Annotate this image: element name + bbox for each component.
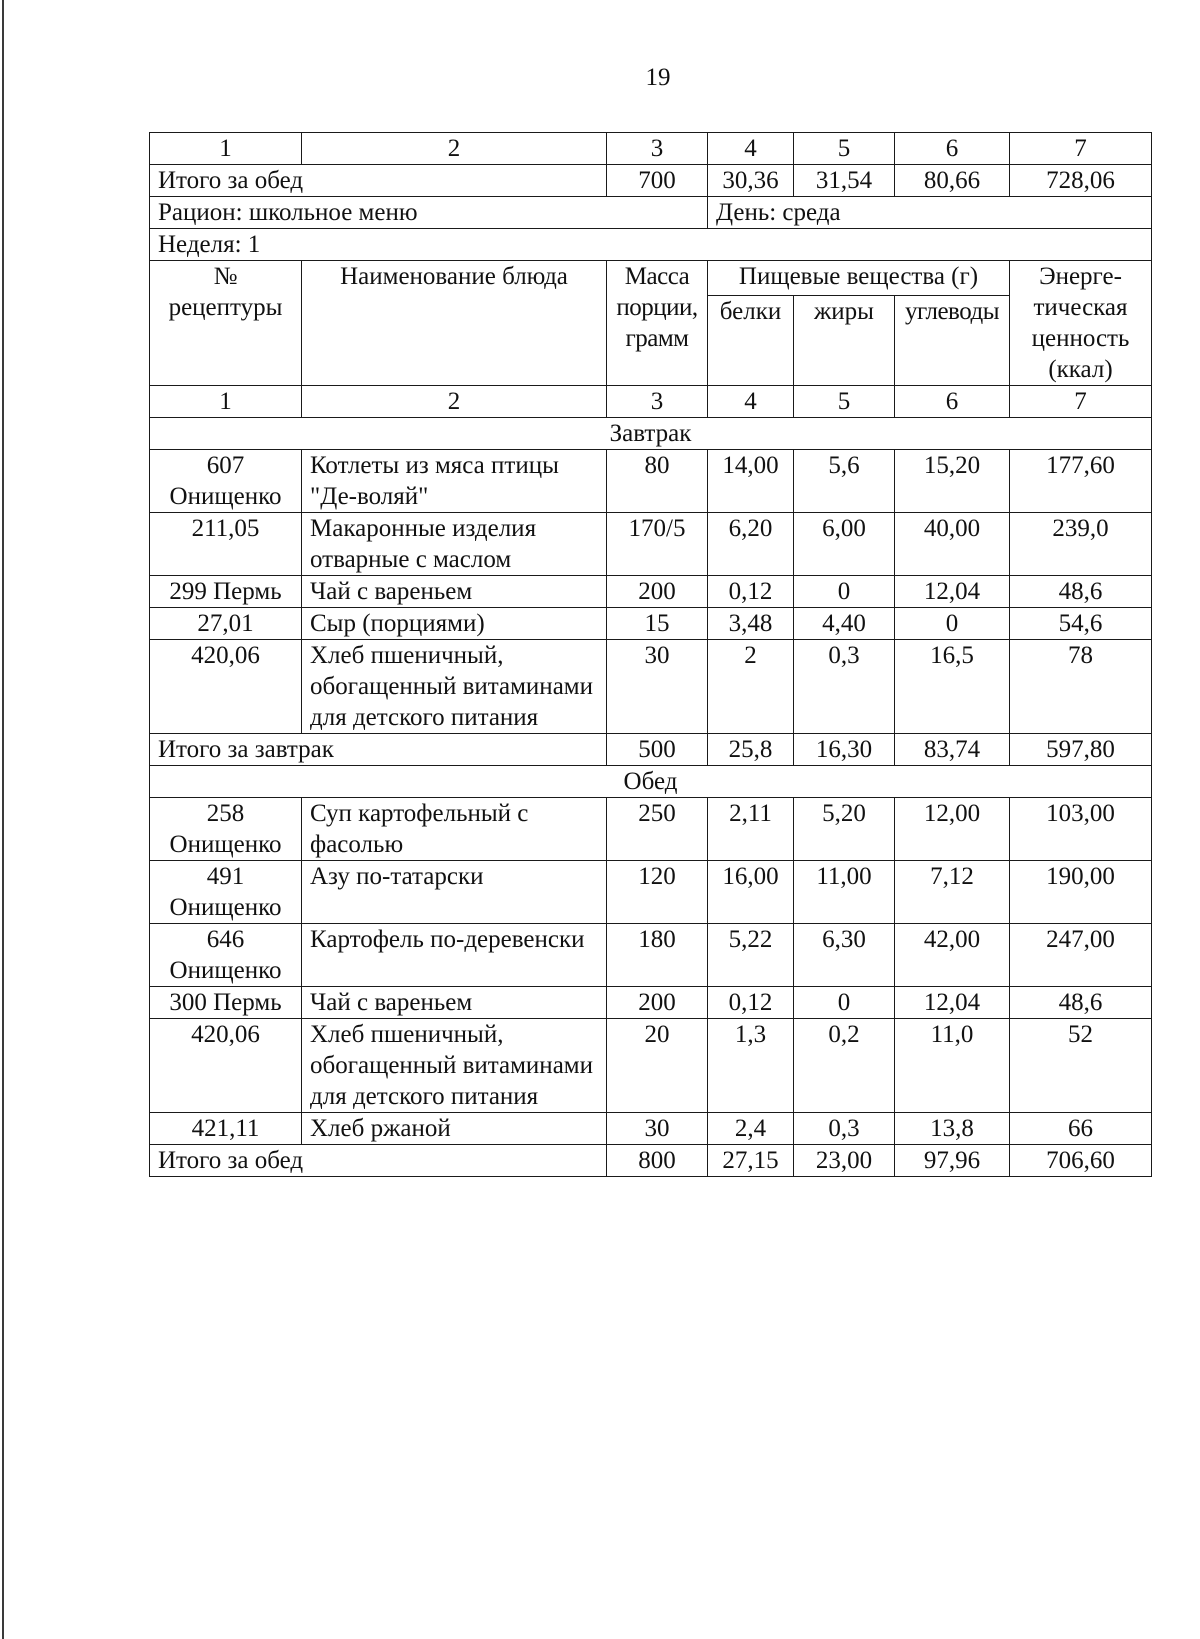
dish-carbs: 40,00 <box>895 513 1010 576</box>
dish-carbs: 12,04 <box>895 987 1010 1019</box>
dish-carbs: 7,12 <box>895 861 1010 924</box>
dish-mass: 170/5 <box>607 513 708 576</box>
total-protein: 25,8 <box>708 734 794 766</box>
recipe-number: 211,05 <box>150 513 302 576</box>
dish-fat: 0 <box>794 987 895 1019</box>
section-title: Обед <box>150 766 1152 798</box>
dish-row <box>150 861 1152 924</box>
dish-row <box>150 608 1152 640</box>
dish-mass: 15 <box>607 608 708 640</box>
dish-energy: 48,6 <box>1010 987 1152 1019</box>
column-number: 5 <box>794 386 895 418</box>
dish-row <box>150 924 1152 987</box>
total-fat: 31,54 <box>794 165 895 197</box>
dish-row <box>150 987 1152 1019</box>
recipe-number: 27,01 <box>150 608 302 640</box>
dish-carbs: 42,00 <box>895 924 1010 987</box>
dish-energy: 190,00 <box>1010 861 1152 924</box>
dish-protein: 3,48 <box>708 608 794 640</box>
total-energy: 728,06 <box>1010 165 1152 197</box>
total-label: Итого за обед <box>150 1145 607 1177</box>
dish-energy: 66 <box>1010 1113 1152 1145</box>
menu-table <box>149 132 1152 1177</box>
scan-edge-line <box>2 0 4 1639</box>
dish-protein: 6,20 <box>708 513 794 576</box>
dish-fat: 4,40 <box>794 608 895 640</box>
dish-energy: 103,00 <box>1010 798 1152 861</box>
dish-carbs: 11,0 <box>895 1019 1010 1113</box>
column-number: 1 <box>150 386 302 418</box>
dish-name: Сыр (порциями) <box>302 608 607 640</box>
dish-mass: 120 <box>607 861 708 924</box>
week-label: Неделя: 1 <box>150 229 1152 261</box>
recipe-number: 420,06 <box>150 1019 302 1113</box>
dish-fat: 0,3 <box>794 640 895 734</box>
recipe-number: 299 Пермь <box>150 576 302 608</box>
dish-row <box>150 450 1152 513</box>
dish-name: Чай с вареньем <box>302 987 607 1019</box>
column-number: 6 <box>895 386 1010 418</box>
recipe-number: 300 Пермь <box>150 987 302 1019</box>
column-number: 6 <box>895 133 1010 165</box>
header-energy: Энерге-тическая ценность (ккал) <box>1010 261 1152 386</box>
dish-name: Картофель по-деревенски <box>302 924 607 987</box>
recipe-number: 491 Онищенко <box>150 861 302 924</box>
header-dish-name: Наименование блюда <box>302 261 607 386</box>
dish-protein: 16,00 <box>708 861 794 924</box>
dish-fat: 6,30 <box>794 924 895 987</box>
dish-energy: 52 <box>1010 1019 1152 1113</box>
dish-name: Чай с вареньем <box>302 576 607 608</box>
header-fat: жиры <box>794 296 895 386</box>
total-mass: 700 <box>607 165 708 197</box>
recipe-number: 607 Онищенко <box>150 450 302 513</box>
dish-row <box>150 576 1152 608</box>
dish-mass: 200 <box>607 987 708 1019</box>
dish-fat: 5,20 <box>794 798 895 861</box>
dish-fat: 11,00 <box>794 861 895 924</box>
total-energy: 597,80 <box>1010 734 1152 766</box>
total-label: Итого за обед <box>150 165 607 197</box>
dish-name: Азу по-татарски <box>302 861 607 924</box>
column-number-row <box>150 386 1152 418</box>
dish-name: Хлеб ржаной <box>302 1113 607 1145</box>
column-number: 2 <box>302 386 607 418</box>
dish-protein: 14,00 <box>708 450 794 513</box>
dish-carbs: 0 <box>895 608 1010 640</box>
recipe-number: 421,11 <box>150 1113 302 1145</box>
dish-row <box>150 640 1152 734</box>
dish-fat: 0,3 <box>794 1113 895 1145</box>
week-row <box>150 229 1152 261</box>
ration-label: Рацион: школьное меню <box>150 197 708 229</box>
dish-fat: 6,00 <box>794 513 895 576</box>
dish-energy: 239,0 <box>1010 513 1152 576</box>
dish-energy: 54,6 <box>1010 608 1152 640</box>
header-carbs: углеводы <box>895 296 1010 386</box>
ration-row <box>150 197 1152 229</box>
header-recipe-no: № рецептуры <box>150 261 302 386</box>
total-mass: 500 <box>607 734 708 766</box>
dish-mass: 20 <box>607 1019 708 1113</box>
section-row <box>150 766 1152 798</box>
section-total-row <box>150 1145 1152 1177</box>
dish-mass: 180 <box>607 924 708 987</box>
section-total-row <box>150 734 1152 766</box>
dish-energy: 247,00 <box>1010 924 1152 987</box>
dish-name: Хлеб пшеничный, обогащенный витаминами для детского питания <box>302 640 607 734</box>
dish-energy: 48,6 <box>1010 576 1152 608</box>
recipe-number: 420,06 <box>150 640 302 734</box>
dish-protein: 0,12 <box>708 987 794 1019</box>
dish-row <box>150 798 1152 861</box>
header-mass: Масса порции, грамм <box>607 261 708 386</box>
dish-fat: 5,6 <box>794 450 895 513</box>
total-carbs: 80,66 <box>895 165 1010 197</box>
dish-protein: 5,22 <box>708 924 794 987</box>
dish-name: Котлеты из мяса птицы "Де-воляй" <box>302 450 607 513</box>
total-protein: 30,36 <box>708 165 794 197</box>
header-protein: белки <box>708 296 794 386</box>
column-number: 4 <box>708 133 794 165</box>
total-carbs: 97,96 <box>895 1145 1010 1177</box>
dish-protein: 2 <box>708 640 794 734</box>
column-number: 7 <box>1010 386 1152 418</box>
column-number: 2 <box>302 133 607 165</box>
dish-protein: 2,11 <box>708 798 794 861</box>
dish-mass: 80 <box>607 450 708 513</box>
dish-mass: 30 <box>607 640 708 734</box>
dish-mass: 200 <box>607 576 708 608</box>
dish-name: Макаронные изделия отварные с маслом <box>302 513 607 576</box>
dish-carbs: 13,8 <box>895 1113 1010 1145</box>
previous-total-row <box>150 165 1152 197</box>
dish-energy: 78 <box>1010 640 1152 734</box>
dish-row <box>150 513 1152 576</box>
dish-name: Суп картофельный с фасолью <box>302 798 607 861</box>
section-title: Завтрак <box>150 418 1152 450</box>
page-number: 19 <box>645 64 671 91</box>
total-label: Итого за завтрак <box>150 734 607 766</box>
dish-carbs: 12,04 <box>895 576 1010 608</box>
dish-protein: 1,3 <box>708 1019 794 1113</box>
section-row <box>150 418 1152 450</box>
column-number: 3 <box>607 386 708 418</box>
total-fat: 23,00 <box>794 1145 895 1177</box>
dish-carbs: 15,20 <box>895 450 1010 513</box>
dish-fat: 0 <box>794 576 895 608</box>
dish-mass: 30 <box>607 1113 708 1145</box>
column-number: 1 <box>150 133 302 165</box>
dish-name: Хлеб пшеничный, обогащенный витаминами для детского питания <box>302 1019 607 1113</box>
dish-mass: 250 <box>607 798 708 861</box>
dish-energy: 177,60 <box>1010 450 1152 513</box>
header-row <box>150 261 1152 296</box>
dish-protein: 2,4 <box>708 1113 794 1145</box>
dish-row <box>150 1113 1152 1145</box>
column-number-row <box>150 133 1152 165</box>
dish-row <box>150 1019 1152 1113</box>
total-energy: 706,60 <box>1010 1145 1152 1177</box>
column-number: 3 <box>607 133 708 165</box>
column-number: 4 <box>708 386 794 418</box>
column-number: 5 <box>794 133 895 165</box>
recipe-number: 258 Онищенко <box>150 798 302 861</box>
total-mass: 800 <box>607 1145 708 1177</box>
dish-carbs: 12,00 <box>895 798 1010 861</box>
header-nutrients: Пищевые вещества (г) <box>708 261 1010 296</box>
dish-carbs: 16,5 <box>895 640 1010 734</box>
recipe-number: 646 Онищенко <box>150 924 302 987</box>
total-carbs: 83,74 <box>895 734 1010 766</box>
total-fat: 16,30 <box>794 734 895 766</box>
column-number: 7 <box>1010 133 1152 165</box>
dish-fat: 0,2 <box>794 1019 895 1113</box>
dish-protein: 0,12 <box>708 576 794 608</box>
day-label: День: среда <box>708 197 1152 229</box>
total-protein: 27,15 <box>708 1145 794 1177</box>
